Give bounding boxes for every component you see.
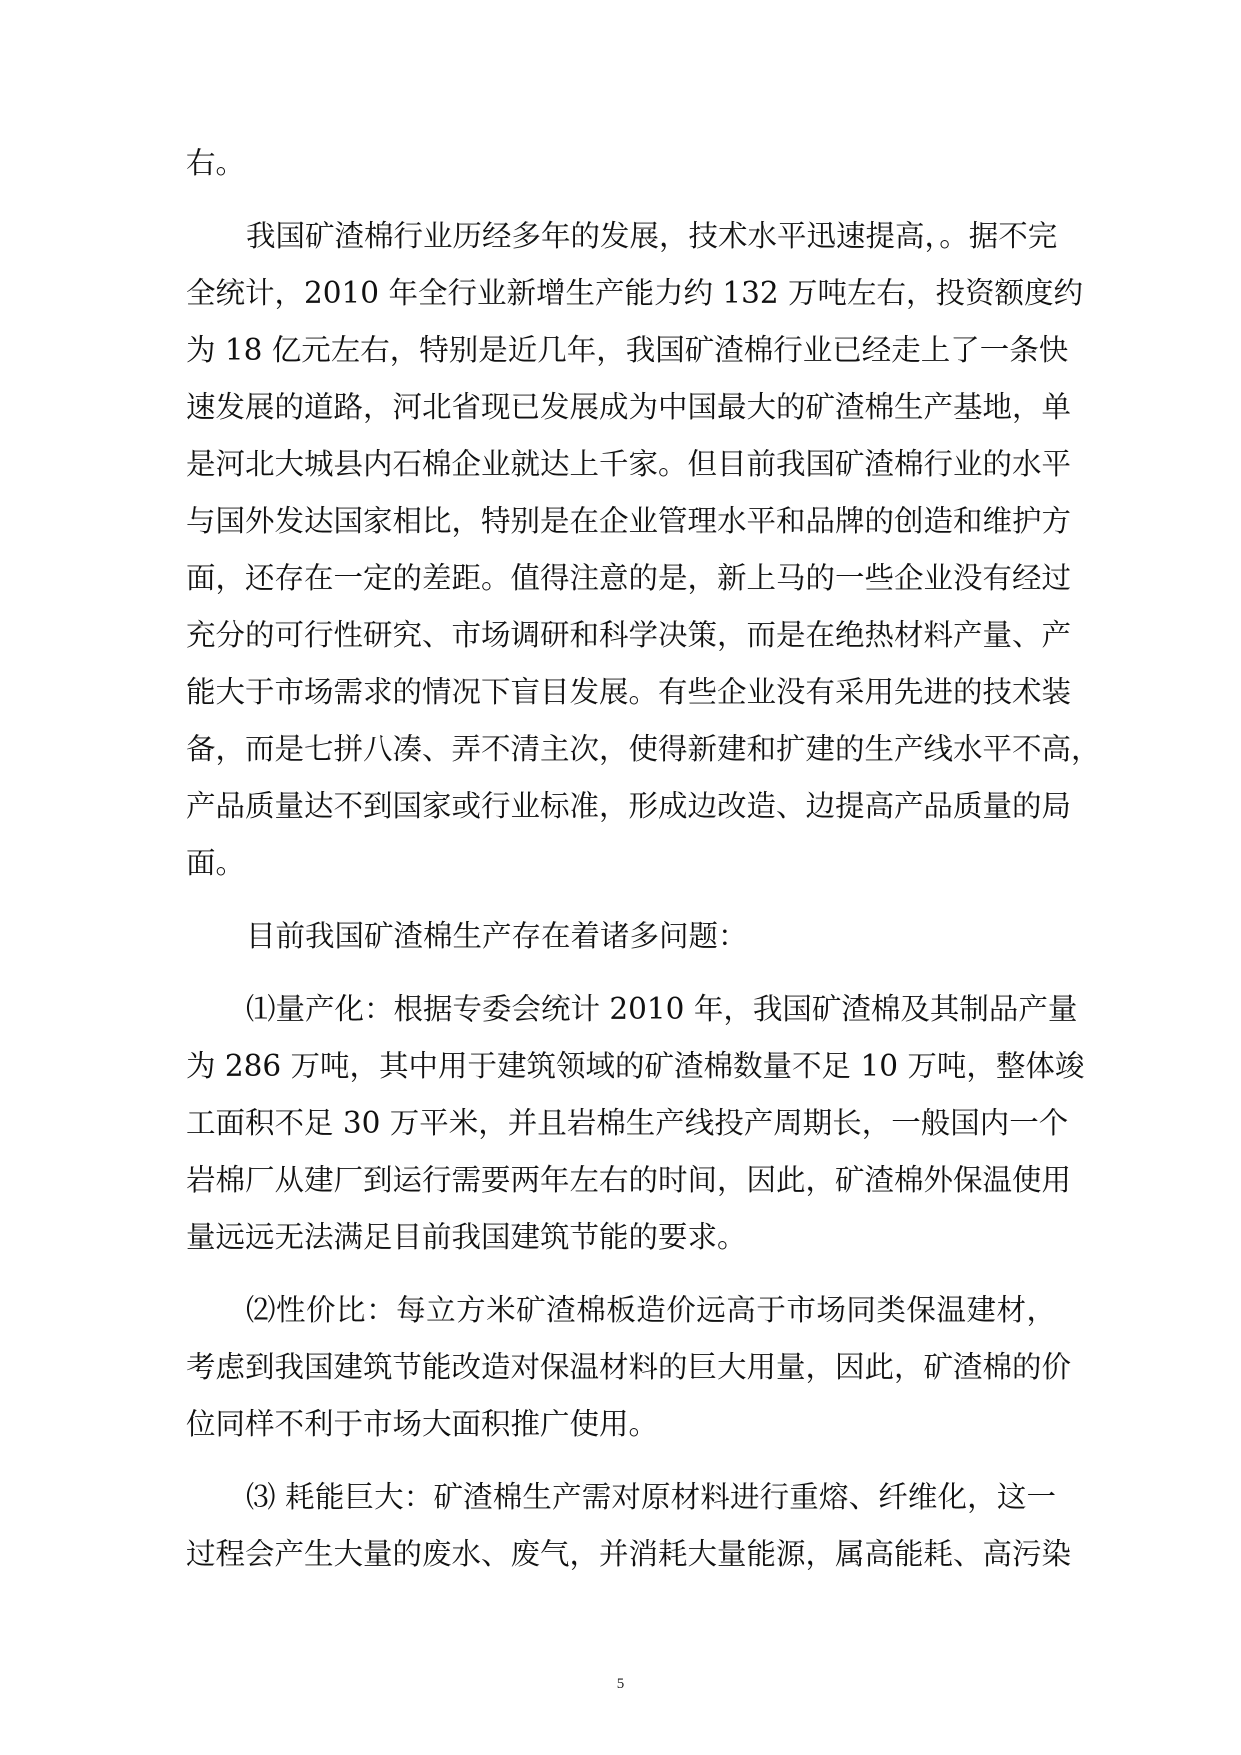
text-line: 是河北大城县内石棉企业就达上千家。但目前我国矿渣棉行业的水平 <box>186 447 1072 481</box>
text-line: 能大于市场需求的情况下盲目发展。有些企业没有采用先进的技术装 <box>186 675 1072 709</box>
text-line: 面，还存在一定的差距。值得注意的是，新上马的一些企业没有经过 <box>186 561 1072 595</box>
text-line: 工面积不足 30 万平米，并且岩棉生产线投产周期长，一般国内一个 <box>186 1106 1069 1140</box>
text-line: 量远远无法满足目前我国建筑节能的要求。 <box>186 1220 747 1254</box>
text-line: ⑶ 耗能巨大：矿渣棉生产需对原材料进行重熔、纤维化，这一 <box>246 1480 1056 1514</box>
text-line: ⑵性价比：每立方米矿渣棉板造价远高于市场同类保温建材， <box>246 1293 1056 1327</box>
text-line: 我国矿渣棉行业历经多年的发展，技术水平迅速提高，。据不完 <box>246 219 1058 253</box>
text-line: 充分的可行性研究、市场调研和科学决策，而是在绝热材料产量、产 <box>186 618 1072 652</box>
text-line: ⑴量产化：根据专委会统计 2010 年，我国矿渣棉及其制品产量 <box>246 992 1078 1026</box>
text-line: 为 286 万吨，其中用于建筑领域的矿渣棉数量不足 10 万吨，整体竣 <box>186 1049 1085 1083</box>
text-line: 过程会产生大量的废水、废气，并消耗大量能源，属高能耗、高污染 <box>186 1537 1072 1571</box>
text-line: 右。 <box>186 146 246 180</box>
text-line: 备，而是七拼八凑、弄不清主次，使得新建和扩建的生产线水平不高， <box>186 732 1101 766</box>
text-line: 位同样不利于市场大面积推广使用。 <box>186 1407 659 1441</box>
body-text <box>186 146 1101 1572</box>
text-line: 产品质量达不到国家或行业标准，形成边改造、边提高产品质量的局 <box>186 789 1072 823</box>
text-line: 全统计，2010 年全行业新增生产能力约 132 万吨左右，投资额度约 <box>186 276 1084 310</box>
text-line: 岩棉厂从建厂到运行需要两年左右的时间，因此，矿渣棉外保温使用 <box>186 1163 1072 1197</box>
text-line: 为 18 亿元左右，特别是近几年，我国矿渣棉行业已经走上了一条快 <box>186 333 1069 367</box>
text-line: 与国外发达国家相比，特别是在企业管理水平和品牌的创造和维护方 <box>186 504 1072 538</box>
text-line: 面。 <box>186 846 246 880</box>
page-number: 5 <box>616 1676 625 1692</box>
text-line: 速发展的道路，河北省现已发展成为中国最大的矿渣棉生产基地，单 <box>186 390 1072 424</box>
text-line: 目前我国矿渣棉生产存在着诸多问题： <box>246 919 748 953</box>
text-line: 考虑到我国建筑节能改造对保温材料的巨大用量，因此，矿渣棉的价 <box>186 1350 1072 1384</box>
